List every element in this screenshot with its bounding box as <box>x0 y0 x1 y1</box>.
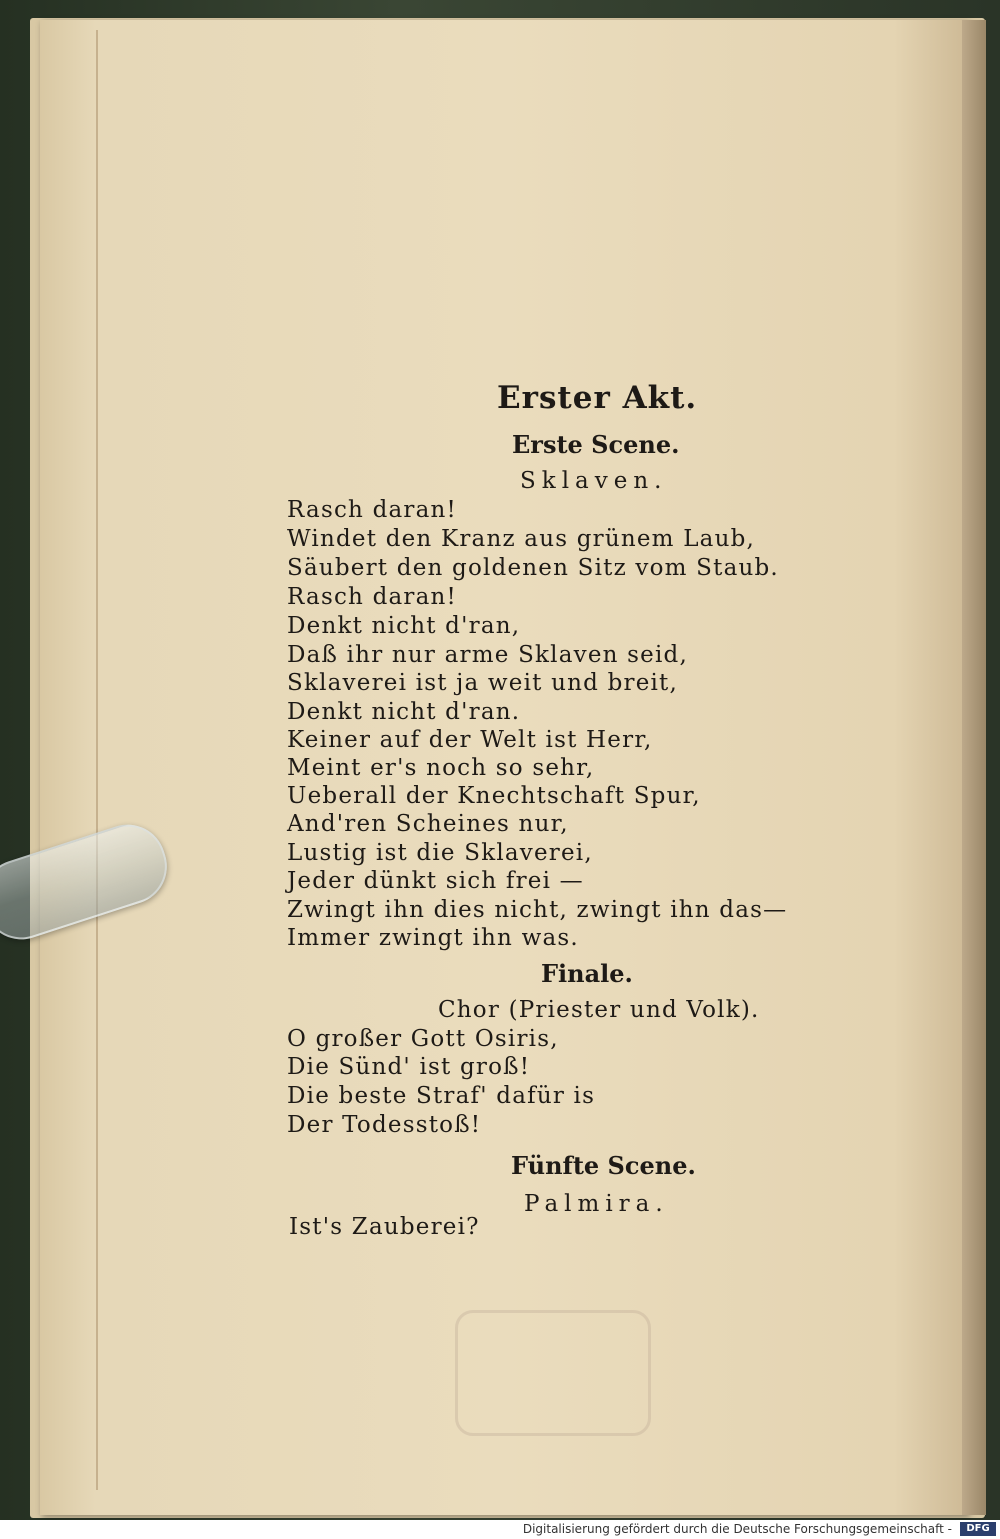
finale-title: Finale. <box>541 959 633 988</box>
speaker-label: Sklaven. <box>520 468 668 494</box>
verse-line: Ist's Zauberei? <box>289 1214 480 1240</box>
footer-bar <box>0 1520 1000 1539</box>
verse-line: Jeder dünkt sich frei — <box>287 868 584 894</box>
verse-line: Lustig ist die Sklaverei, <box>287 840 593 866</box>
verse-line: Denkt nicht d'ran. <box>287 699 521 725</box>
act-title: Erster Akt. <box>497 380 698 416</box>
verse-line: And'ren Scheines nur, <box>287 811 569 837</box>
verse-line: Der Todesstoß! <box>287 1112 482 1138</box>
verse-line: Denkt nicht d'ran, <box>287 613 521 639</box>
verse-line: Keiner auf der Welt ist Herr, <box>287 727 653 753</box>
verse-line: Die beste Straf' dafür is <box>287 1083 596 1109</box>
verse-line: Säubert den goldenen Sitz vom Staub. <box>287 555 779 581</box>
scene-title: Erste Scene. <box>512 430 680 459</box>
verse-line: Rasch daran! <box>287 497 457 523</box>
verse-line: Ueberall der Knechtschaft Spur, <box>287 783 701 809</box>
verse-line: Meint er's noch so sehr, <box>287 755 595 781</box>
page-right-edge <box>962 20 986 1515</box>
page-fold-line <box>96 30 98 1490</box>
verse-line: Die Sünd' ist groß! <box>287 1054 531 1080</box>
verse-line: Rasch daran! <box>287 584 457 610</box>
verse-line: Daß ihr nur arme Sklaven seid, <box>287 642 688 668</box>
speaker-label: Palmira. <box>524 1191 669 1217</box>
funding-note: Digitalisierung gefördert durch die Deutsche Forschungsgemeinschaft - <box>522 1522 952 1536</box>
speaker-label: Chor (Priester und Volk). <box>438 997 760 1023</box>
dfg-logo: DFG <box>960 1522 996 1536</box>
verse-line: Windet den Kranz aus grünem Laub, <box>287 526 756 552</box>
verse-line: Sklaverei ist ja weit und breit, <box>287 670 679 696</box>
verse-line: Immer zwingt ihn was. <box>287 925 579 951</box>
verse-line: O großer Gott Osiris, <box>287 1026 559 1052</box>
faded-stamp <box>455 1310 651 1436</box>
scene-title: Fünfte Scene. <box>511 1151 696 1180</box>
verse-line: Zwingt ihn dies nicht, zwingt ihn das— <box>287 897 788 923</box>
